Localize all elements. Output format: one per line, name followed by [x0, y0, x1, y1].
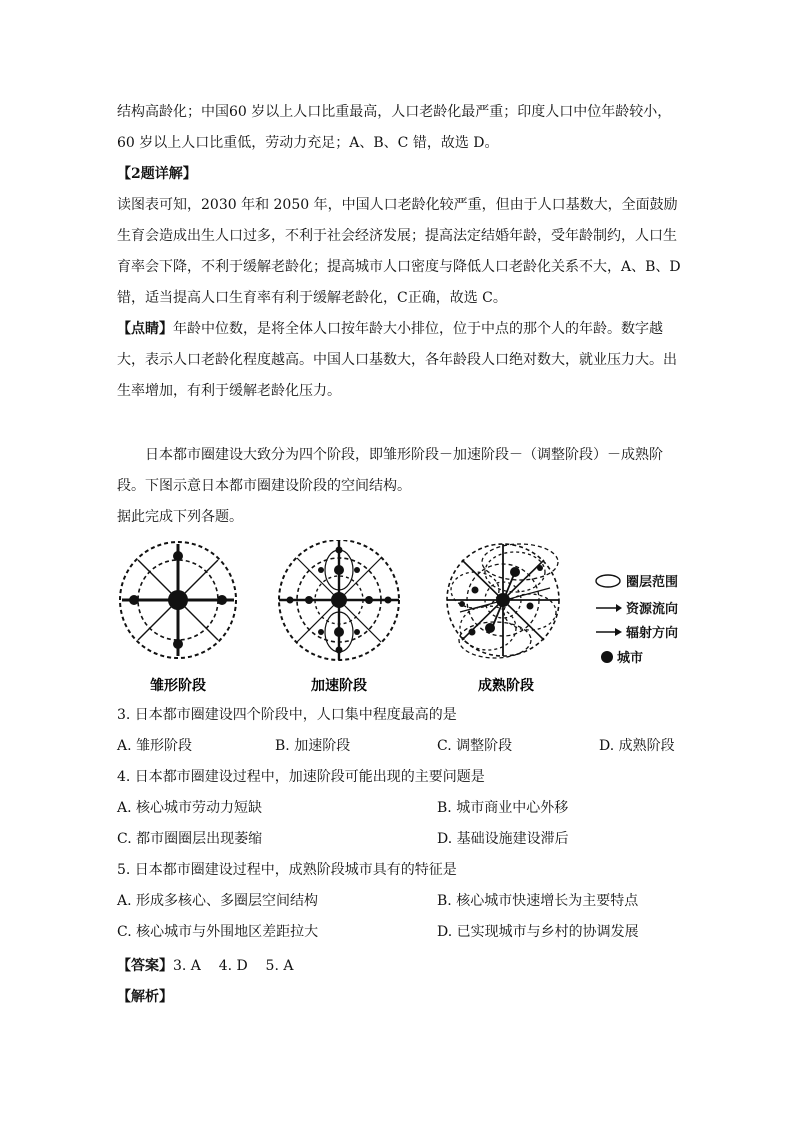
- city-circle-figure: [110, 540, 700, 700]
- option-b[interactable]: B. 城市商业中心外移: [437, 800, 569, 816]
- point-heading: 【点睛】: [117, 321, 173, 337]
- paragraph-q1-analysis: 结构高龄化；中国60 岁以上人口比重最高，人口老龄化最严重；印度人口中位年龄较小，60 岁以上人口比重低，劳动力充足；A、B、C 错，故选 D。: [117, 104, 672, 151]
- question-4-options-row-2: [117, 824, 682, 855]
- legend-label-circle-range: 圈层范围: [626, 575, 679, 590]
- stage-diagram-mature: [447, 544, 559, 658]
- circle-range-legend-icon: [596, 575, 620, 587]
- option-b[interactable]: B. 核心城市快速增长为主要特点: [437, 893, 639, 909]
- option-a[interactable]: A. 核心城市劳动力短缺: [117, 800, 263, 816]
- answer-text: 3. A 4. D 5. A: [173, 958, 294, 974]
- option-c[interactable]: C. 都市圈圈层出现萎缩: [117, 831, 263, 847]
- core-city-dot: [331, 592, 347, 608]
- stage-diagram-acceleration: [279, 540, 399, 660]
- analysis-heading: [117, 982, 682, 1013]
- point-paragraph: [117, 314, 682, 407]
- question-4-stem: [117, 762, 682, 793]
- legend-label-radiation: 辐射方向: [626, 626, 679, 641]
- core-city-dot: [496, 593, 510, 607]
- city-legend-icon: [601, 651, 613, 663]
- option-d[interactable]: D. 已实现城市与乡村的协调发展: [437, 924, 639, 940]
- answer-line: [117, 951, 682, 982]
- instruction-text: 据此完成下列各题。: [117, 509, 243, 525]
- core-city-dot: [168, 590, 188, 610]
- question-stem-text: 3. 日本都市圈建设四个阶段中，人口集中程度最高的是: [117, 707, 457, 723]
- question-5-options-row-2: [117, 917, 682, 948]
- paragraph-q2-analysis: 读图表可知，2030 年和 2050 年，中国人口老龄化较严重，但由于人口基数大，全面鼓励生育会造成出生人口过多，不利于社会经济发展；提高法定结婚年龄，受年龄制约，人口生育率会下降，不利于缓解老龄化；提高城市人口密度与降低人口老龄化关系不大，A、B、D错，适当提高人口生育率有利于缓解老龄化，C正确，故选 C。: [117, 197, 681, 306]
- detail-2-heading: [117, 159, 682, 190]
- option-c[interactable]: C. 核心城市与外围地区差距拉大: [117, 924, 319, 940]
- option-d[interactable]: D. 成熟阶段: [599, 738, 675, 754]
- detail-2-heading-text: 【2题详解】: [117, 166, 197, 182]
- option-a[interactable]: A. 形成多核心、多圈层空间结构: [117, 893, 319, 909]
- question-4-options-row-1: [117, 793, 682, 824]
- question-3-options: [117, 731, 682, 762]
- question-3-stem: [117, 700, 682, 731]
- option-a[interactable]: A. 雏形阶段: [117, 738, 193, 754]
- question-stem-text: 5. 日本都市圈建设过程中，成熟阶段城市具有的特征是: [117, 862, 457, 878]
- instruction-line: [117, 502, 682, 533]
- option-c[interactable]: C. 调整阶段: [437, 738, 513, 754]
- answer-heading: 【答案】: [117, 958, 173, 974]
- question-stem-text: 4. 日本都市圈建设过程中，加速阶段可能出现的主要问题是: [117, 769, 485, 785]
- legend-label-city: 城市: [617, 651, 644, 666]
- stage-diagram-embryonic: [120, 542, 236, 658]
- question-5-options-row-1: [117, 886, 682, 917]
- stage-label-acceleration: 加速阶段: [311, 678, 367, 694]
- question-5-stem: [117, 855, 682, 886]
- option-d[interactable]: D. 基础设施建设滞后: [437, 831, 569, 847]
- legend-label-resource-flow: 资源流向: [626, 602, 679, 617]
- figure-legend: [596, 574, 678, 666]
- stage-label-mature: 成熟阶段: [478, 678, 534, 694]
- point-text: 年龄中位数，是将全体人口按年龄大小排位，位于中点的那个人的年龄。数字越大，表示人口老龄化程度越高。中国人口基数大，各年龄段人口绝对数大，就业压力大。出生率增加，有利于缓解老龄化压力。: [117, 321, 677, 399]
- option-b[interactable]: B. 加速阶段: [275, 738, 351, 754]
- stage-label-embryonic: 雏形阶段: [150, 678, 206, 694]
- analysis-heading-text: 【解析】: [117, 989, 173, 1005]
- intro-paragraph: 日本都市圈建设大致分为四个阶段，即雏形阶段－加速阶段－（调整阶段）－成熟阶段。下图示意日本都市圈建设阶段的空间结构。: [117, 447, 663, 494]
